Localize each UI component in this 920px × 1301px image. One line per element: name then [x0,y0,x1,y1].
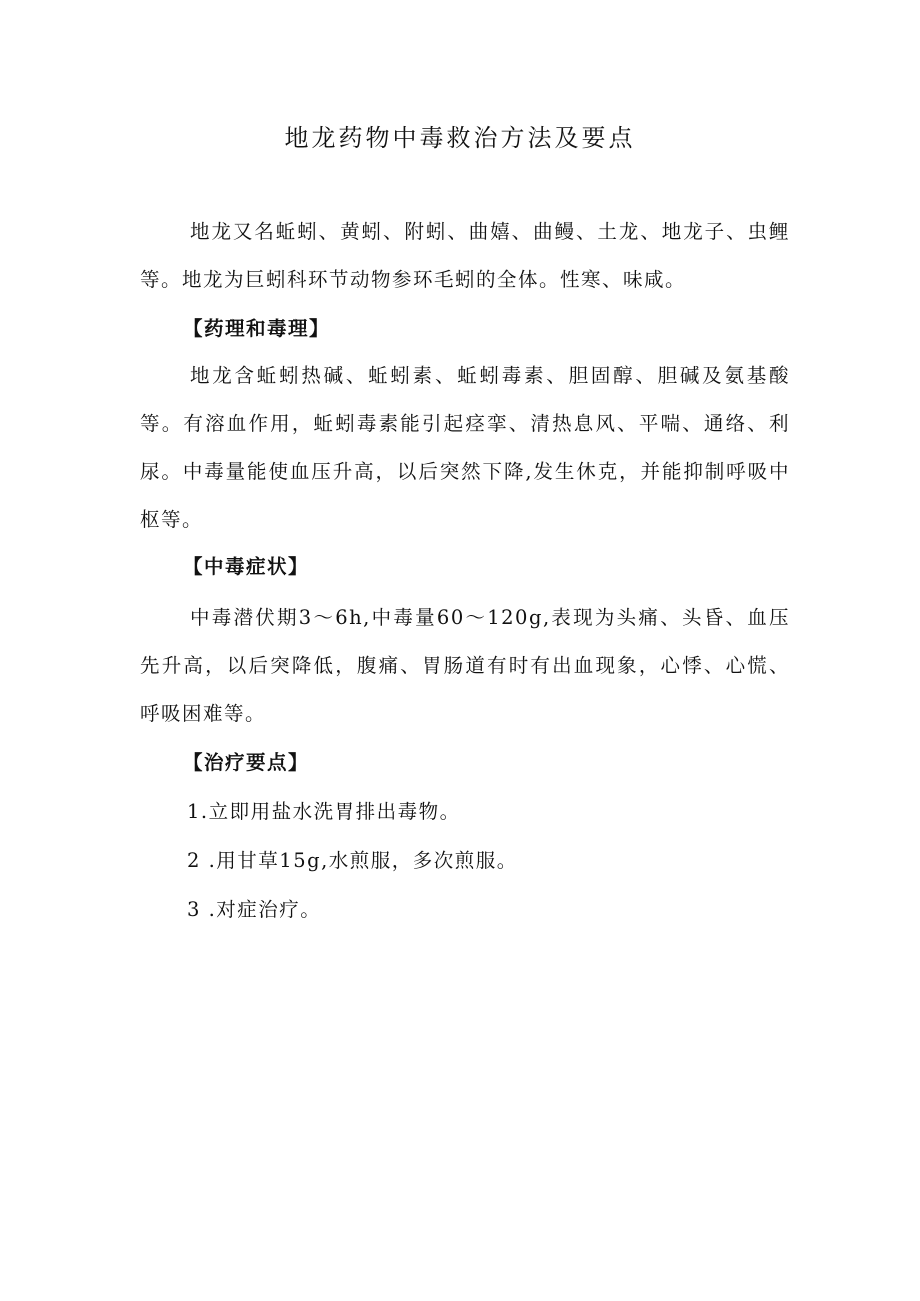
pharmacology-paragraph: 地龙含蚯蚓热碱、蚯蚓素、蚯蚓毒素、胆固醇、胆碱及氨基酸等。有溶血作用，蚯蚓毒素能引起痉挛、清热息风、平喘、通络、利尿。中毒量能使血压升高，以后突然下降,发生休克，并能抑制呼吸中枢等。 [140,364,790,531]
intro-paragraph: 地龙又名蚯蚓、黄蚓、附蚓、曲嬉、曲鳗、土龙、地龙子、虫鲤等。地龙为巨蚓科环节动物参环毛蚓的全体。性寒、味咸。 [140,220,790,291]
document-title: 地龙药物中毒救治方法及要点 [284,124,636,152]
section-heading-pharmacology: 【药理和毒理】 [183,317,331,340]
treatment-item: 3 .对症治疗。 [187,898,322,921]
treatment-item: 2 .用甘草15g,水煎服，多次煎服。 [187,849,518,872]
section-heading-symptoms: 【中毒症状】 [183,555,310,578]
treatment-item: 1.立即用盐水洗胃排出毒物。 [187,800,461,823]
symptoms-paragraph: 中毒潜伏期3～6h,中毒量60～120g,表现为头痛、头昏、血压先升高，以后突降低，腹痛、胃肠道有时有出血现象，心悸、心慌、呼吸困难等。 [140,606,790,725]
section-heading-treatment: 【治疗要点】 [183,751,310,774]
